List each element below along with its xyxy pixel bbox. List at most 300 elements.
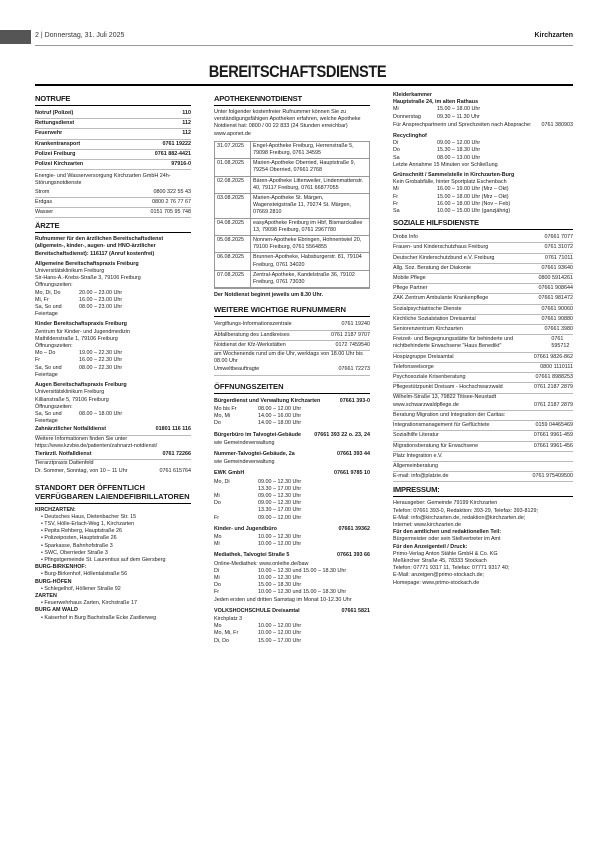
gruen-time [393, 208, 573, 215]
sozial-row-2 [393, 431, 573, 441]
sozial-row-2-label: Allgemeinberatung [393, 462, 438, 469]
zahn-row-value: 01801 116 116 [155, 426, 191, 433]
oeffnung-time-day: Mo, Mi [214, 413, 231, 420]
apotheken-table [214, 141, 370, 289]
impressum-line: Homepage: www.primo-stockach.de [393, 579, 480, 586]
recycling-title: Recyclinghof [393, 133, 427, 140]
praxis-time-day: Sa, So und Feiertage [35, 364, 62, 378]
oeffnung-block [214, 431, 370, 447]
wichtig-row-value: 0172 7459540 [335, 341, 370, 348]
sozial-row-label: Psychosoziale Krisenberatung [393, 374, 466, 381]
oeffnung-time [214, 479, 370, 486]
defi-item [35, 528, 191, 535]
oeffnung-time-time: 14.00 – 16.00 Uhr [258, 413, 302, 420]
oeffnung-time [214, 420, 370, 427]
oeffnung-extra: Jeden ersten und dritten Samstag im Monat 10-12.30 Uhr [214, 596, 352, 603]
gruen-title: Grünschnitt / Sammelstelle in Kirchzarten-Burg [393, 172, 515, 179]
section-heading-impressum: IMPRESSUM: [393, 485, 573, 497]
sozial-row-value: 0761 2187 2879 [534, 401, 573, 408]
praxis-line: Zentrum für Kinder- und Jugendmedizin [35, 328, 130, 335]
oeffnung-time [214, 493, 370, 500]
notruf-row-label: Polizei Kirchzarten [35, 161, 84, 168]
apotheke-name: Bären-Apotheke Littenweiler, Lindenmattenstr. 40, 79117 Freiburg, 0761 66877055 [251, 177, 369, 194]
defi-item [35, 586, 191, 593]
notruf-row-label: Feuerwehr [35, 130, 63, 137]
notruf-row [35, 109, 191, 119]
energie-row [35, 198, 191, 208]
sozial-row [393, 233, 573, 243]
gruen-time-day: Sa [393, 208, 400, 215]
oeffnung-block [214, 551, 370, 603]
notruf-row-value: 110 [182, 110, 191, 116]
defi-item [35, 615, 191, 622]
defi-item-text: Deutsches Haus, Dietenbacher Str. 15 [44, 513, 137, 520]
apotheke-date: 02.08.2025 [215, 177, 251, 194]
sozial-row [393, 335, 573, 352]
section-heading-wichtige: WEITERE WICHTIGE RUFNUMMERN [214, 305, 370, 317]
bullet-icon: • [41, 549, 45, 556]
oeffnung-time [214, 500, 370, 507]
defi-item-text: Burg-Birkenhof, Höllentalstraße 56 [44, 571, 128, 578]
praxis-time [35, 411, 191, 425]
defi-place: BURG AM WALD [35, 607, 78, 614]
sozial-row-label: Sozialpsychiatrische Dienste [393, 305, 462, 312]
energie-row-label: Erdgas [35, 198, 53, 205]
apotheken-note: Der Notdienst beginnt jeweils um 8.30 Uhr. [214, 292, 324, 299]
oeffnung-time-time: 14.00 – 18.00 Uhr [258, 420, 302, 427]
kleiderkammer-line: Hauptstraße 24, im alten Rathaus [393, 99, 479, 106]
oeffnung-time-time: 10.00 – 12.30 und 15.00 – 18.30 Uhr [258, 589, 347, 596]
column-left [35, 92, 191, 622]
oeffnung-block [214, 469, 370, 521]
praxis-block [35, 382, 191, 425]
oeffnung-time [214, 589, 370, 596]
gruen-time [393, 186, 573, 193]
oeffnung-tel: 07661 5821 [341, 607, 370, 614]
sozial-row-value: 07661 90880 [541, 315, 573, 322]
defi-item [35, 600, 191, 607]
oeffnung-time [214, 515, 370, 522]
tier-row-2-label: Dr. Sommer, Sonntag, von 10 – 11 Uhr [35, 468, 128, 475]
oeffnung-time [214, 638, 370, 645]
oeffnung-time-day: Di [214, 567, 220, 574]
kleiderkammer-note-label: Für Ansprechpartnerin und Sprechzeiten nach Absprache: [393, 121, 532, 128]
sozial-row-value: 0761 595712 [551, 336, 570, 350]
notruf-row-value: 97916-0 [171, 161, 191, 168]
apotheke-date: 31.07.2025 [215, 142, 251, 159]
sozial-row [393, 383, 573, 393]
oeffnung-title-row [214, 450, 370, 459]
wichtig-row-value: 0761 19240 [341, 321, 370, 328]
sozial-row-2 [393, 421, 573, 431]
energie-row [35, 208, 191, 218]
tier-row-2 [35, 467, 191, 476]
wichtig-row [214, 320, 370, 330]
sozial-row-2-label: Migrationsberatung für Erwachsene [393, 442, 479, 449]
wichtig-row [214, 331, 370, 341]
notruf-row-value: 112 [182, 120, 191, 127]
oeffnung-time-day: Di, Do [214, 637, 229, 644]
wichtig-row [214, 341, 370, 351]
oeffnung-time [214, 541, 370, 548]
sozial-row [393, 254, 573, 264]
tier-row-value: 0761 72266 [162, 450, 191, 457]
oeffnung-time-time: 08.00 – 12.00 Uhr [258, 405, 302, 412]
kleiderkammer-time-time: 09.30 – 11.30 Uhr [437, 113, 480, 120]
oeffnung-time-day: Mo, Di [214, 478, 230, 485]
apotheke-name: Nonnen-Apotheke Ebringen, Hohnentwiel 20, 79100 Freiburg, 0761 5564855 [251, 236, 369, 253]
praxis-block [35, 261, 191, 319]
bullet-icon: • [41, 600, 45, 607]
sozial-row-label: Kirchliche Sozialstation Dreisamtal [393, 315, 476, 322]
sozial-row-2 [393, 462, 573, 472]
sozial-row-value: 0761 31072 [544, 244, 573, 251]
sozial-row-value: 07661 9826-862 [533, 353, 573, 360]
sozial-row-value: 07661 90060 [541, 305, 573, 312]
oeffnung-time-time: 13.30 – 17.00 Uhr [258, 485, 302, 492]
sozial-row [393, 373, 573, 383]
section-heading-apotheken: APOTHEKENNOTDIENST [214, 94, 370, 106]
sozial-row [393, 294, 573, 304]
defi-place: KIRCHZARTEN: [35, 506, 76, 513]
energie-row-label: Wasser [35, 209, 54, 216]
sozial-row-2-label: Platz Integration e.V. [393, 452, 443, 459]
recycling-time [393, 140, 573, 147]
sozial-row-label: Hospizgruppe Dreisamtal [393, 353, 454, 360]
zahn-row [35, 425, 191, 435]
bullet-icon: • [41, 556, 45, 563]
defi-item [35, 557, 191, 564]
oeffnung-block [214, 450, 370, 466]
gruen-time-time: 10.00 – 15.00 Uhr (ganzjährig) [437, 208, 511, 215]
oeffnung-tel: 07661 393-0 [339, 397, 370, 404]
oeffnung-tel: 07661 39362 [338, 525, 370, 532]
bullet-icon: • [41, 542, 45, 549]
sozial-row [393, 401, 573, 411]
oeffnung-block [214, 397, 370, 428]
oeffnung-time-time: 10.00 – 12.30 Uhr [258, 533, 302, 540]
praxis-time-day: Mo, Di, Do [35, 289, 61, 296]
defi-place: BURG-HÖFEN [35, 578, 72, 585]
sozial-row [393, 274, 573, 284]
defi-item [35, 514, 191, 521]
defi-item-text: Kaiserhof in Burg Bachstraße Ecke Zastlerweg [44, 614, 157, 621]
section-heading-notrufe: NOTRUFE [35, 94, 191, 106]
gruen-time-day: Fr [393, 200, 399, 207]
defi-item [35, 571, 191, 578]
notruf-row-label: Rettungsdienst [35, 120, 75, 127]
sozial-row-label: Pflege Partner [393, 285, 428, 292]
impressum-line: Telefon: 07771 9317 11, Telefax: 07771 9317 40; [393, 565, 510, 572]
praxis-time [35, 290, 191, 297]
praxis-line: Sir-Hans-A.-Krebs-Straße 3, 79106 Freiburg [35, 275, 141, 282]
section-heading-oeffnung: ÖFFNUNGSZEITEN [214, 382, 370, 394]
praxis-title: Kinder Bereitschaftspraxis Freiburg [35, 321, 127, 328]
oeffnung-title: EWK GmbH [214, 470, 245, 477]
defi-place: BURG-BIRKENHOF: [35, 564, 87, 571]
sozial-row [393, 363, 573, 373]
defi-item [35, 543, 191, 550]
oeffnung-tel: 07661 393 66 [337, 552, 370, 559]
praxis-line: Killianstraße 5, 79106 Freiburg [35, 396, 109, 403]
sozial-row-label: Drobs Info [393, 234, 418, 241]
sozial-row [393, 315, 573, 325]
oeffnung-time-time: 09.00 – 12.00 Uhr [258, 514, 302, 521]
sozial-row-value: 0761 2187 2879 [534, 384, 573, 391]
notruf-row-value: 0761 19222 [162, 140, 191, 147]
sozial-row-value: 07661 93640 [541, 264, 573, 271]
apotheke-date: 06.08.2025 [215, 253, 251, 270]
oeffnung-time-day: Mo bis Fr [214, 405, 237, 412]
oeffnung-time-time: 09.00 – 12.30 Uhr [258, 492, 302, 499]
gruen-time-time: 15.00 – 18.00 Uhr (Mrz – Okt) [437, 193, 509, 200]
praxis-time-day: Sa, So und Feiertage [35, 410, 62, 425]
sozial-row-2-value: 0761 975409500 [532, 473, 573, 480]
sozial-row [393, 243, 573, 253]
sozial-row-label: Seniorenzentrum Kirchzarten [393, 326, 463, 333]
sozial-row-label: www.schwarzwaldpflege.de [393, 401, 459, 408]
bullet-icon: • [41, 571, 45, 578]
oeffnung-time [214, 486, 370, 493]
sozial-row-value: 0800 5914261 [538, 275, 573, 282]
bullet-icon: • [41, 614, 45, 621]
oeffnung-tel: 07661 393 22 o. 23, 24 [314, 431, 370, 438]
oeffnung-time [214, 575, 370, 582]
sozial-row-label: Telefonseelsorge [393, 363, 434, 370]
wichtig-row-value: 0761 2187 9707 [331, 331, 370, 338]
apotheke-name: Marien-Apotheke Oberried, Hauptstraße 9, 79254 Oberried, 07661 2768 [251, 159, 369, 176]
oeffnung-title-row [214, 431, 370, 440]
oeffnung-time [214, 630, 370, 637]
energie-info: Energie- und Wasserversorgung Kirchzarten GmbH 24h-Störungsnotdienste [35, 173, 171, 187]
praxis-line: Öffnungszeiten: [35, 343, 73, 350]
oeffnung-time [214, 623, 370, 630]
oeffnung-time-day: Mo [214, 533, 222, 540]
praxis-time-time: 20.00 – 23.00 Uhr [79, 289, 123, 296]
sozial-row-2-value: 07661 9961-459 [533, 432, 573, 439]
praxis-title: Allgemeine Bereitschaftspraxis Freiburg [35, 260, 139, 267]
impressum-line: Für den Anzeigenteil / Druck: [393, 543, 468, 550]
section-heading-sozial: SOZIALE HILFSDIENSTE [393, 218, 573, 230]
energie-row-value: 0800 322 55 43 [153, 188, 191, 195]
praxis-line: Öffnungszeiten: [35, 282, 73, 289]
apotheken-intro: Unter folgender kostenfreier Rufnummer können Sie zu verständigungsfähigen Apotheken erfahren, welche Apotheke Notdienst hat: 0800 / 00 22 833 (24 Stunden erreichbar) www.aponet.de [214, 109, 361, 137]
praxis-time-time: 16.00 – 23.00 Uhr [79, 296, 123, 303]
wichtig-row-value: 07661 72273 [338, 366, 370, 373]
oeffnung-time [214, 582, 370, 589]
sozial-row-2 [393, 411, 573, 421]
gruen-time-day: Mi [393, 186, 399, 193]
oeffnung-note: Kirchplatz 3 [214, 615, 243, 622]
sozial-row-label: Pflegestützpunkt Dreisam - Hochschwarzwald [393, 384, 503, 391]
sozial-row-value: 07661 3980 [544, 326, 573, 333]
bullet-icon: • [41, 528, 45, 535]
notruf-row [35, 160, 191, 170]
kleiderkammer-note-value: 0761 380903 [541, 121, 573, 128]
wichtig-row [214, 365, 370, 375]
apotheke-name: Zentral-Apotheke, Kandelstraße 36, 79102 Freiburg, 0761 73030 [251, 271, 369, 288]
sozial-row [393, 305, 573, 315]
oeffnung-block [214, 525, 370, 549]
sozial-row [393, 264, 573, 274]
oeffnung-title-row [214, 525, 370, 534]
oeffnung-time-time: 10.00 – 12.30 Uhr [258, 574, 302, 581]
defi-item [35, 550, 191, 557]
praxis-time-time: 19.00 – 22.30 Uhr [79, 350, 123, 357]
notruf-row [35, 140, 191, 150]
gruen-time-time: 16.00 – 19.00 Uhr (Mrz – Okt) [437, 186, 509, 193]
sozial-row-value: 0800 1110111 [540, 363, 573, 370]
sozial-row-value: 07661 981472 [538, 295, 573, 302]
recycling-time-time: 08.00 – 13.00 Uhr [437, 154, 481, 161]
oeffnung-time-time: 09.00 – 12.30 Uhr [258, 478, 302, 485]
column-right [393, 92, 573, 587]
oeffnung-time-day: Mi [214, 541, 220, 548]
impressum-line: E-Mail: anzeigen@primo-stockach.de; [393, 572, 485, 579]
recycling-time [393, 155, 573, 162]
oeffnung-title: Kinder- und Jugendbüro [214, 525, 277, 532]
oeffnung-block [214, 607, 370, 645]
sozial-row-value: 07661 7077 [544, 234, 573, 241]
notruf-row-label: Notruf (Polizei) [35, 110, 74, 116]
section-heading-aerzte: ÄRZTE [35, 221, 191, 233]
impressum-line: Für den amtlichen und redaktionellen Teil: [393, 529, 502, 536]
defi-item-text: Feuerwehrhaus Zarten, Kirchstraße 17 [44, 600, 137, 607]
gruen-time-time: 16.00 – 18.00 Uhr (Nov – Feb) [437, 200, 511, 207]
impressum-line: Herausgeber: Gemeinde 79199 Kirchzarten [393, 500, 498, 507]
oeffnung-time [214, 507, 370, 514]
praxis-line: Mathildenstraße 1, 79106 Freiburg [35, 335, 118, 342]
praxis-time-day: Sa, So und Feiertage [35, 304, 62, 318]
gruen-line: Kein Grobabfälle, hinter Sportplatz Eschenbach [393, 179, 507, 186]
oeffnung-title-row [214, 551, 370, 560]
praxis-time [35, 357, 191, 364]
oeffnung-time-time: 15.00 – 18.30 Uhr [258, 582, 302, 589]
oeffnung-title: Mediathek, Talvogtei Straße 5 [214, 552, 290, 559]
energie-row-label: Strom [35, 188, 50, 195]
oeffnung-title-row [214, 607, 370, 616]
sozial-row-value: 0761 71011 [544, 254, 573, 261]
oeffnung-title: Bürgerbüro im Talvogtei-Gebäude [214, 431, 302, 438]
defi-item-text: TSV, Hölle-Erlach-Weg 1, Kirchzarten [44, 520, 135, 527]
oeffnung-time-day: Do [214, 420, 221, 427]
impressum-line: Telefon: 07661 393-0, Redaktion: 393-29, Telefax: 393-8129; [393, 507, 538, 514]
impressum-line: Bürgermeister oder sein Stellvertreter im Amt [393, 536, 501, 543]
notruf-row-value: 112 [182, 130, 191, 137]
oeffnung-title: VOLKSHOCHSCHULE Dreisamtal [214, 607, 300, 614]
sozial-row-label: Frauen- und Kinderschutzhaus Freiburg [393, 244, 489, 251]
kleiderkammer-time-time: 15.00 – 18.00 Uhr [437, 106, 481, 113]
oeffnung-time-day: Fr [214, 514, 220, 521]
sozial-row-label: Freizeit- und Begegnungsstätte für behinderte und nichtbehinderte Erwachsene "Haus Benedikt" [393, 336, 514, 350]
oeffnung-note: wie Gemeindeverwaltung [214, 459, 275, 466]
oeffnung-time-day: Do [214, 582, 221, 589]
apotheke-date: 07.08.2025 [215, 271, 251, 288]
recycling-time [393, 147, 573, 154]
defi-place: ZARTEN [35, 592, 57, 599]
sozial-row-2-value: 0159 04465469 [535, 422, 573, 429]
zahn-row-label: Zahnärztlicher Notfalldienst [35, 426, 106, 433]
praxis-time [35, 304, 191, 318]
defi-item-text: Polizeiposten, Hauptstraße 26 [44, 535, 117, 542]
page-tab-marker [0, 30, 31, 44]
defi-item-text: Sparkasse, Bahnhofstraße 3 [44, 542, 113, 549]
tier-line: Tierarztpraxis Dattenfeld [35, 460, 94, 467]
impressum-line: Meßkircher Straße 45, 78333 Stockach [393, 557, 487, 564]
praxis-time-day: Mi, Fr [35, 296, 49, 303]
impressum-line: E-Mail: info@kirchzarten.de, redaktion@kirchzarten.de; [393, 514, 526, 521]
kleiderkammer-note [393, 121, 573, 130]
oeffnung-time-day: Do [214, 500, 221, 507]
oeffnung-time-day [214, 507, 254, 514]
bullet-icon: • [41, 520, 45, 527]
tier-row [35, 450, 191, 460]
wichtig-row-label: Vergiftungs-Informationszentrale [214, 321, 292, 328]
oeffnung-note: Online-Mediathek: www.onleihe.de/baw [214, 560, 309, 567]
recycling-time-day: Di [393, 140, 399, 147]
oeffnung-time-day: Mi [214, 574, 220, 581]
header-rule [35, 45, 573, 46]
sozial-row-2-label: E-mail: info@platzie.de [393, 473, 449, 480]
praxis-time-time: 16.00 – 22.30 Uhr [79, 357, 123, 364]
praxis-time-day: Fr [35, 357, 41, 364]
apotheke-date: 03.08.2025 [215, 194, 251, 219]
praxis-time [35, 297, 191, 304]
praxis-line: Öffnungszeiten: [35, 403, 73, 410]
defi-item-text: Pfingstgemeinde St. Laurentius auf dem Giersberg [44, 556, 166, 563]
page-info: 2 | Donnerstag, 31. Juli 2025 [35, 32, 125, 39]
gruen-time [393, 201, 573, 208]
praxis-block [35, 321, 191, 379]
bullet-icon: • [41, 585, 45, 592]
oeffnung-time-time: 10.00 – 12.00 Uhr [258, 630, 302, 637]
gruen-time [393, 194, 573, 201]
bullet-icon: • [41, 513, 45, 520]
oeffnung-time-time: 09.00 – 12.30 Uhr [258, 500, 302, 507]
wichtig-row-label: Abfallberatung des Landkreises [214, 331, 290, 338]
section-name: Kirchzarten [534, 32, 573, 39]
recycling-note: Letzte Annahme 15 Minuten vor Schließung [393, 161, 498, 168]
sozial-row-label: Deutscher Kinderschutzbund e.V. Freiburg [393, 254, 495, 261]
praxis-time-time: 08.00 – 22.30 Uhr [79, 364, 123, 371]
praxis-line: Universitätsklinikum Freiburg [35, 268, 105, 275]
wichtig-row-label: Umweltbeauftragte [214, 366, 260, 373]
notruf-row-value: 0761 882-4421 [154, 150, 191, 157]
sozial-row-label: Mobile Pflege [393, 275, 426, 282]
energie-row-value: 0800 2 76 77 67 [152, 198, 191, 205]
oeffnung-tel: 07661 9785 10 [334, 470, 370, 477]
apotheke-date: 04.08.2025 [215, 219, 251, 236]
sozial-row-value: 07661 8988253 [535, 374, 573, 381]
oeffnung-tel: 07661 393 44 [337, 450, 370, 457]
defi-item-text: SWC, Oberrieder Straße 3 [44, 549, 108, 556]
sozial-row-label: Allg. Soz. Beratung der Diakonie [393, 264, 471, 271]
energie-row [35, 188, 191, 198]
oeffnung-time-day: Fr [214, 589, 220, 596]
sozial-row [393, 325, 573, 335]
sozial-row-2-label: Beratung Migration und Integration der Caritas: [393, 411, 506, 418]
sozial-row-value: 07661 908644 [538, 285, 573, 292]
tier-row-2-value: 0761 615764 [159, 468, 191, 475]
notruf-row [35, 119, 191, 129]
oeffnung-time-time: 13.30 – 17.00 Uhr [258, 507, 302, 514]
oeffnung-time [214, 534, 370, 541]
notruf-row-label: Krankentransport [35, 140, 81, 147]
oeffnung-time-time: 10.00 – 12.30 und 15.00 – 18.30 Uhr [258, 567, 347, 574]
praxis-time [35, 365, 191, 379]
sozial-row-label: ZAK Zentrum Ambulante Krankenpflege [393, 295, 489, 302]
wichtig-row-label: Notdienst der Kfz-Werkstätten [214, 341, 286, 348]
